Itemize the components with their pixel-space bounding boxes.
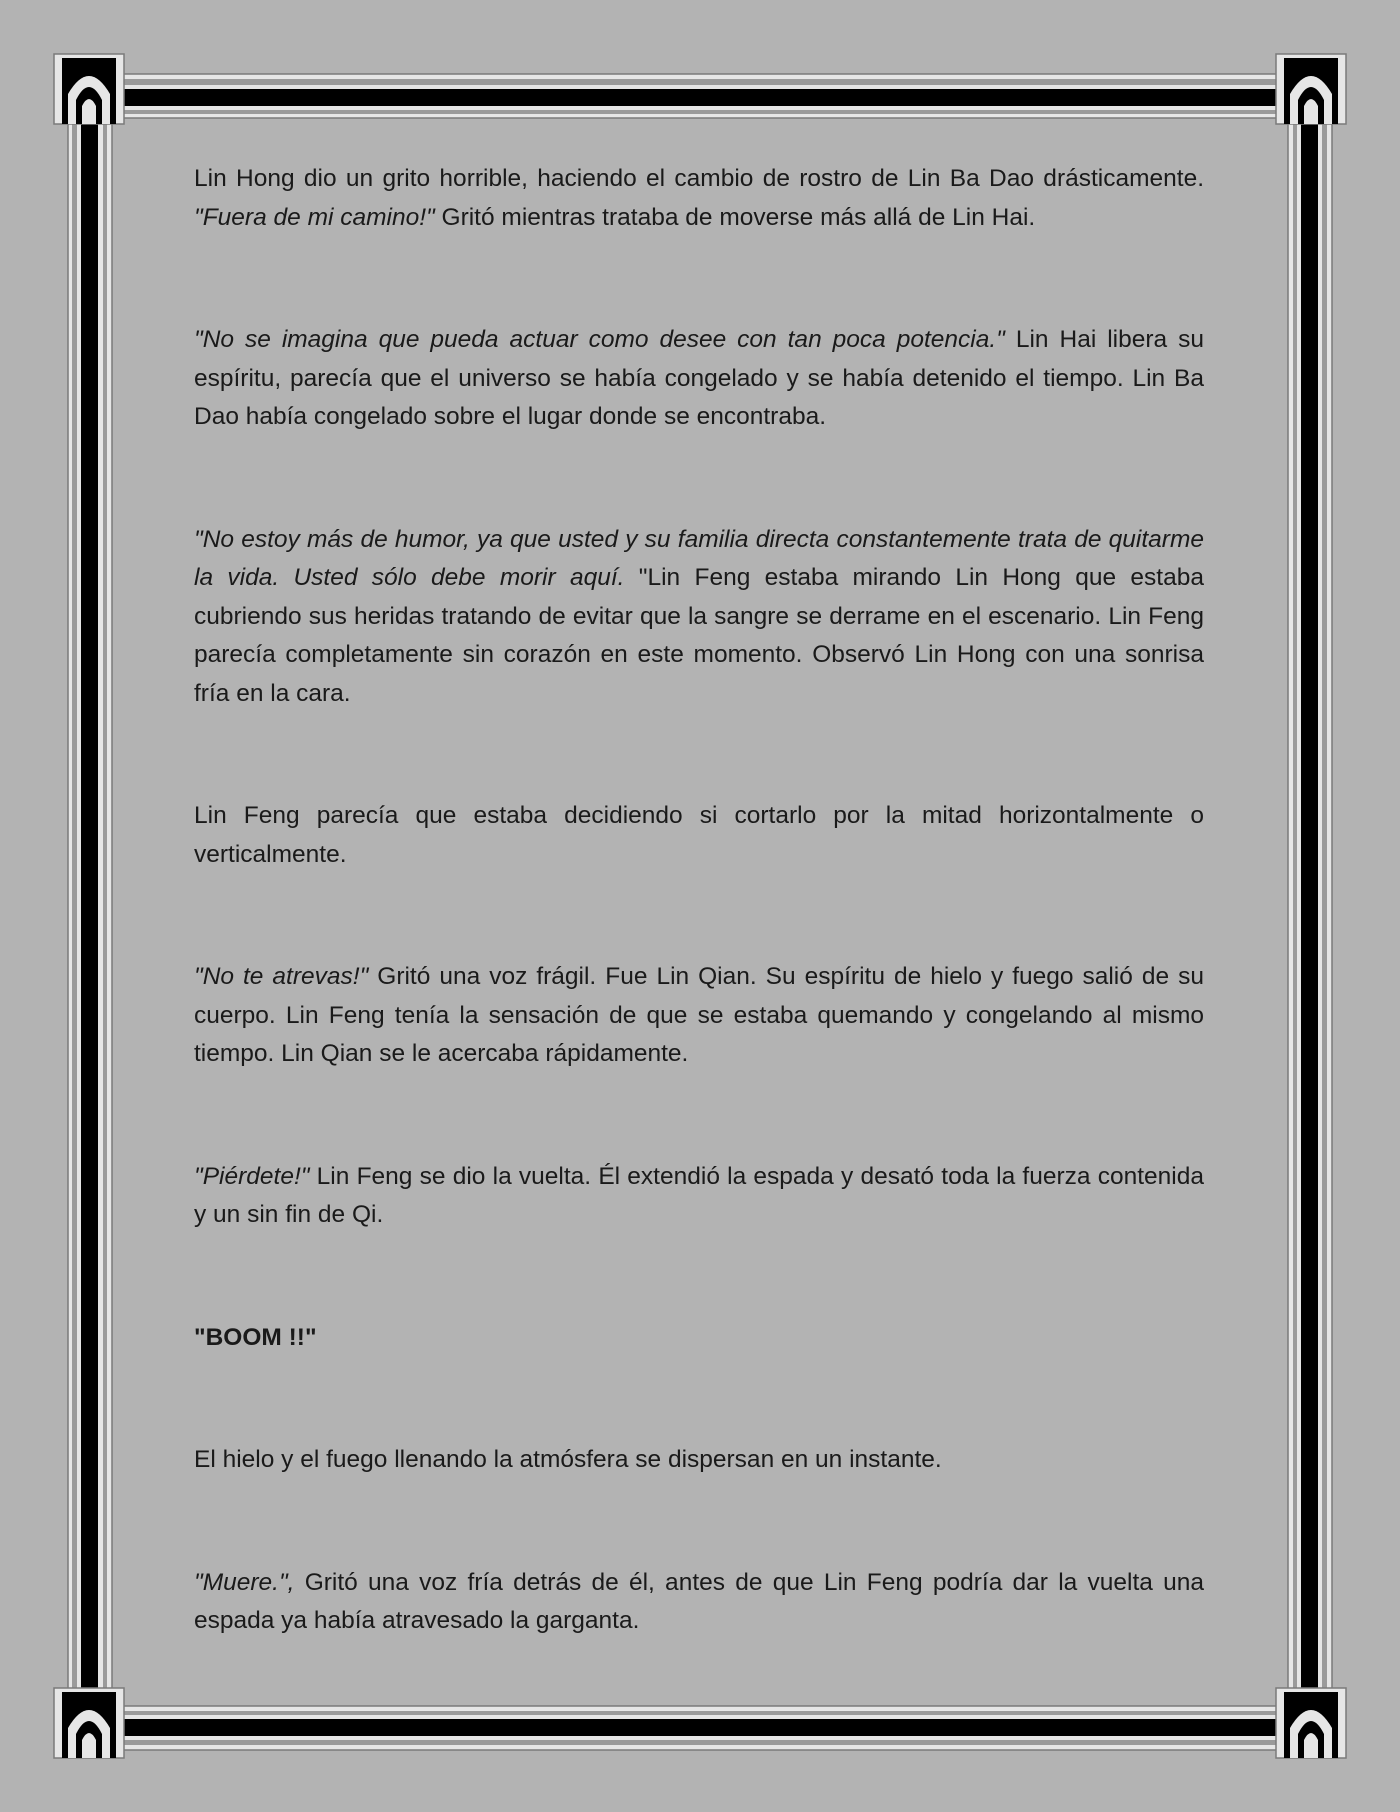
paragraph-5 xyxy=(194,958,1204,1074)
left-border-band xyxy=(68,118,112,1706)
corner-ornament-bottom-right xyxy=(1276,1688,1346,1758)
paragraph-6 xyxy=(194,1158,1204,1235)
right-border-band xyxy=(1288,118,1332,1706)
paragraph-9-part-2: Gritó una voz fría detrás de él, antes de que Lin Feng podría dar la vuelta una espada ya había atravesado la garganta. xyxy=(194,1568,1204,1634)
paragraph-2-dialogue: "No se imagina que pueda actuar como desee con tan poca potencia." xyxy=(194,326,1005,353)
top-border-band xyxy=(112,74,1288,118)
paragraph-2 xyxy=(194,321,1204,437)
paragraph-1-part-3: Gritó mientras trataba de moverse más allá de Lin Hai. xyxy=(434,203,1036,231)
paragraph-1 xyxy=(194,160,1204,237)
paragraph-3-part-2: "Lin Feng estaba mirando Lin Hong que estaba cubriendo sus heridas tratando de evitar que la sangre se derrame en el escenario. Lin Feng parecía completamente sin corazón en este momento. Observó Lin Hong con una sonrisa fría en la cara. xyxy=(194,564,1204,707)
bottom-border-band xyxy=(112,1706,1288,1750)
paragraph-8 xyxy=(194,1441,1204,1480)
paragraph-1-dialogue: "Fuera de mi camino!" xyxy=(194,203,435,231)
paragraph-3-dialogue: "No estoy más de humor, ya que usted y su familia directa constantemente trata de quitarme la vida. Usted sólo debe morir aquí. xyxy=(194,525,1204,591)
paragraph-7-text: "BOOM !!" xyxy=(194,1323,317,1351)
paragraph-5-dialogue: "No te atrevas!" xyxy=(194,963,369,990)
paragraph-6-part-2: Lin Feng se dio la vuelta. Él extendió la espada y desató toda la fuerza contenida y un sin fin de Qi. xyxy=(194,1162,1204,1228)
paragraph-6-dialogue: "Piérdete!" xyxy=(194,1162,310,1190)
paragraph-1-part-1: Lin Hong dio un grito horrible, haciendo el cambio de rostro de Lin Ba Dao drásticamente. xyxy=(194,165,1204,192)
document-body xyxy=(194,160,1204,1641)
corner-ornament-bottom-left xyxy=(54,1688,124,1758)
corner-ornament-top-left xyxy=(54,54,124,124)
paragraph-7-boom xyxy=(194,1319,1204,1358)
paragraph-9-dialogue: "Muere.", xyxy=(194,1568,295,1596)
paragraph-9 xyxy=(194,1564,1204,1641)
paragraph-3 xyxy=(194,521,1204,714)
paragraph-4-text: Lin Feng parecía que estaba decidiendo si cortarlo por la mitad horizontalmente o verticalmente. xyxy=(194,802,1204,868)
paragraph-5-part-2: Gritó una voz frágil. Fue Lin Qian. Su espíritu de hielo y fuego salió de su cuerpo. Lin Feng tenía la sensación de que se estaba quemando y congelando al mismo tiempo. Lin Qian se le acercaba rápidamente. xyxy=(194,963,1204,1067)
paragraph-8-text: El hielo y el fuego llenando la atmósfera se dispersan en un instante. xyxy=(194,1446,942,1473)
paragraph-2-part-2: Lin Hai libera su espíritu, parecía que el universo se había congelado y se había detenido el tiempo. Lin Ba Dao había congelado sobre el lugar donde se encontraba. xyxy=(194,326,1205,430)
paragraph-4 xyxy=(194,797,1204,874)
corner-ornament-top-right xyxy=(1276,54,1346,124)
